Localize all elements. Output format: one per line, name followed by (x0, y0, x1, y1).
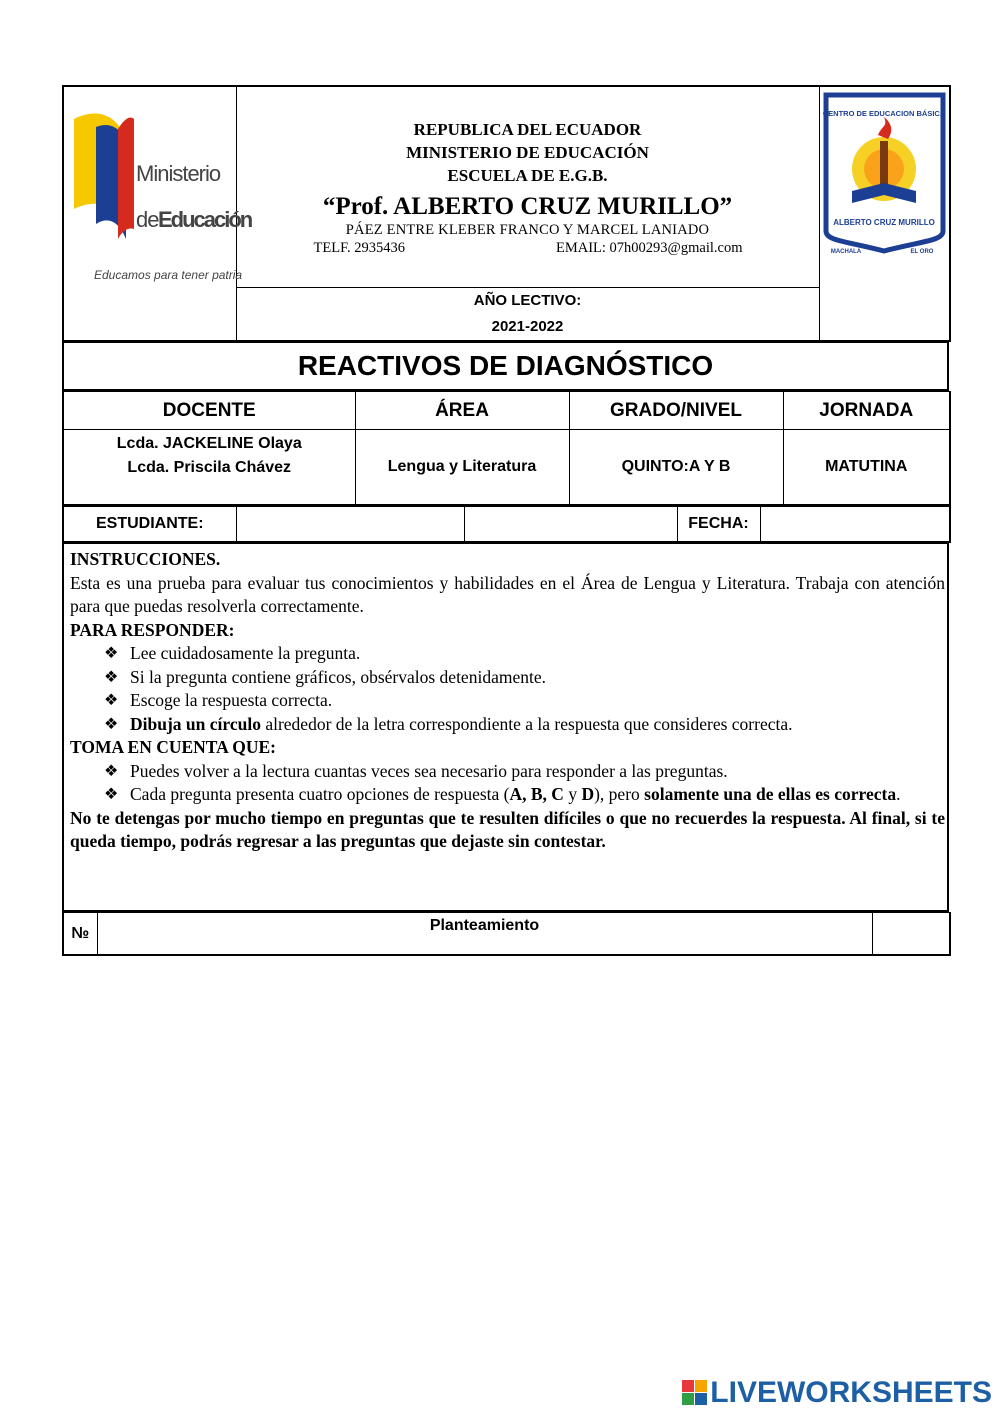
emblem-name-text: ALBERTO CRUZ MURILLO (832, 218, 935, 227)
student-table (62, 506, 951, 543)
question-table (62, 912, 951, 956)
diamond-bullet-icon: ❖ (104, 762, 119, 780)
school-emblem-cell (819, 86, 950, 341)
answer-column-header (872, 913, 950, 956)
liveworksheets-watermark (682, 1376, 992, 1410)
area-value: Lengua y Literatura (355, 430, 569, 506)
document-sheet (62, 85, 949, 956)
document-title: REACTIVOS DE DIAGNÓSTICO (63, 343, 948, 391)
emblem-city: MACHALA (830, 249, 861, 255)
shift-value: MATUTINA (783, 430, 950, 506)
date-field[interactable] (760, 507, 950, 543)
school-year-value: 2021-2022 (491, 318, 564, 335)
instructions-heading: INSTRUCCIONES. (70, 549, 221, 569)
teacher-1: Lcda. JACKELINE Olaya (116, 435, 302, 452)
school-name: “Prof. ALBERTO CRUZ MURILLO” (322, 192, 733, 220)
date-label: FECHA: (677, 507, 760, 543)
school-year-label: AÑO LECTIVO: (473, 292, 582, 309)
list-item: ❖ Si la pregunta contiene gráficos, obsérvalos detenidamente. (104, 666, 945, 690)
header-school-type: ESCUELA DE E.G.B. (447, 165, 608, 185)
note-list (70, 760, 945, 807)
instructions-cell (63, 544, 948, 912)
watermark-text: LIVEWORKSHEETS (710, 1376, 992, 1409)
school-emblem (822, 91, 947, 261)
statement-header: Planteamiento (97, 913, 872, 956)
list-item: ❖ Escoge la respuesta correcta. (104, 689, 945, 713)
ministry-logo (66, 99, 252, 309)
diamond-bullet-icon: ❖ (104, 786, 119, 803)
ministry-word3: Educación (158, 206, 252, 232)
list-item: ❖ Puedes volver a la lectura cuantas veces sea necesario para responder a las preguntas. (104, 760, 945, 784)
info-table (62, 391, 951, 506)
teacher-cell (63, 430, 355, 506)
header-area: ÁREA (355, 392, 569, 430)
list-item: ❖ Cada pregunta presenta cuatro opciones de respuesta (A, B, C y D), pero solamente una de ellas es correcta. (104, 783, 945, 807)
ministry-slogan: Educamos para tener patria (94, 267, 243, 282)
student-extra-field[interactable] (464, 507, 677, 543)
number-header: № (63, 913, 97, 956)
diamond-bullet-icon: ❖ (104, 645, 119, 662)
liveworksheets-icon (682, 1380, 708, 1406)
diamond-bullet-icon: ❖ (104, 692, 119, 709)
title-table (62, 342, 949, 391)
ministry-word2: de (136, 206, 159, 232)
teacher-2: Lcda. Priscila Chávez (127, 459, 292, 476)
list-item: ❖ Dibuja un círculo alrededor de la letra correspondiente a la respuesta que consideres correcta. (104, 713, 945, 737)
final-note: No te detengas por mucho tiempo en preguntas que te resulten difíciles o que no recuerdes la respuesta. Al final, si te queda tiempo, podrás regresar a las preguntas que dejaste sin contestar. (70, 807, 945, 851)
emblem-province: EL ORO (910, 249, 933, 255)
list-item: ❖ Lee cuidadosamente la pregunta. (104, 642, 945, 666)
header-table (62, 85, 951, 342)
header-grade: GRADO/NIVEL (569, 392, 783, 430)
diamond-bullet-icon: ❖ (104, 668, 119, 686)
header-docente: DOCENTE (63, 392, 355, 430)
header-republic: REPUBLICA DEL ECUADOR (413, 119, 642, 139)
note-heading: TOMA EN CUENTA QUE: (70, 737, 276, 757)
school-address: PÁEZ ENTRE KLEBER FRANCO Y MARCEL LANIADO (345, 221, 710, 238)
respond-list (70, 642, 945, 736)
ministry-logo-cell (63, 86, 252, 341)
emblem-top-text: CENTRO DE EDUCACION BÁSICA (822, 109, 945, 118)
school-year-cell (236, 288, 819, 342)
school-telephone: TELF. 2935436 (313, 239, 405, 256)
grade-value: QUINTO:A Y B (569, 430, 783, 506)
header-ministry: MINISTERIO DE EDUCACIÓN (406, 142, 649, 162)
institution-header (236, 86, 819, 288)
header-shift: JORNADA (783, 392, 950, 430)
ministry-word1: Ministerio (136, 160, 221, 186)
school-email: EMAIL: 07h00293@gmail.com (555, 239, 743, 256)
diamond-bullet-icon: ❖ (104, 715, 119, 733)
student-label: ESTUDIANTE: (63, 507, 236, 543)
respond-heading: PARA RESPONDER: (70, 619, 235, 640)
student-name-field[interactable] (236, 507, 464, 543)
instructions-intro: Esta es una prueba para evaluar tus conocimientos y habilidades en el Área de Lengua y Literatura. Trabaja con atención para que puedas resolverla correctamente. (70, 572, 945, 616)
instructions-table (62, 543, 949, 912)
